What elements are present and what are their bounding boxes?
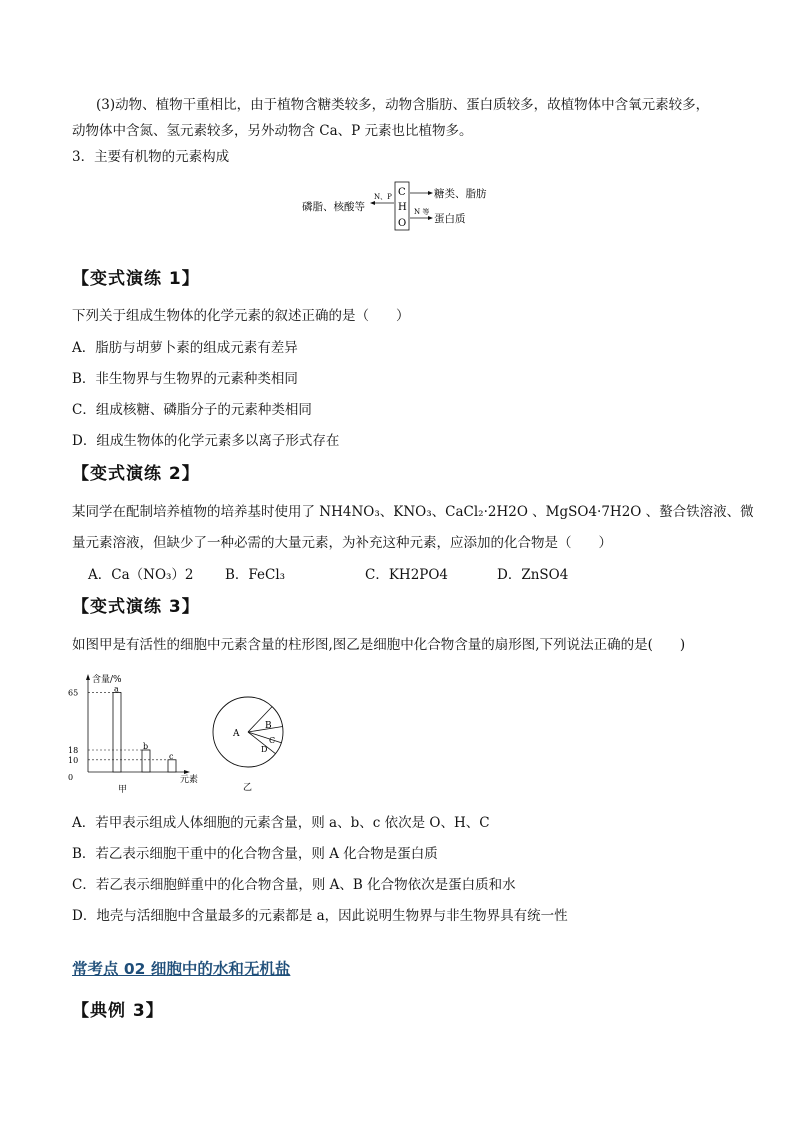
element-flow-diagram xyxy=(300,178,520,236)
practice3-heading: 【变式演练 3】 xyxy=(72,597,200,617)
chart-ylabel: 含量/% xyxy=(92,675,122,685)
practice2-heading: 【变式演练 2】 xyxy=(72,464,200,484)
chart-y-axis-arrowhead xyxy=(86,674,90,680)
example3-heading: 【典例 3】 xyxy=(72,1001,164,1021)
chart-title: 甲 xyxy=(118,785,128,795)
practice2-option-d: D．ZnSO4 xyxy=(497,567,569,583)
chart-bar-label-b: b xyxy=(143,742,149,751)
practice3-question: 如图甲是有活性的细胞中元素含量的柱形图,图乙是细胞中化合物含量的扇形图,下列说法正确的是( ) xyxy=(72,637,686,653)
flow-right-bottom: 蛋白质 xyxy=(434,213,466,225)
section2-title: 常考点 02 细胞中的水和无机盐 xyxy=(72,960,291,978)
practice1-option-c: C．组成核糖、磷脂分子的元素种类相同 xyxy=(72,402,312,418)
practice3-option-c: C．若乙表示细胞鲜重中的化合物含量，则 A、B 化合物依次是蛋白质和水 xyxy=(72,877,516,893)
flow-left-label: 磷脂、核酸等 xyxy=(302,201,365,213)
pie-caption: 乙 xyxy=(243,783,253,793)
practice2-question-line1: 某同学在配制培养植物的培养基时使用了 NH4NO₃、KNO₃、CaCl₂·2H2O 、MgSO4·7H2O 、螯合铁溶液、微 xyxy=(72,504,754,520)
pie-label-b: B xyxy=(265,721,272,731)
flow-left-arrowhead xyxy=(370,201,375,205)
practice3-option-d: D．地壳与活细胞中含量最多的元素都是 a，因此说明生物界与非生物界具有统一性 xyxy=(72,908,568,924)
para3-line2: 动物体中含氮、氢元素较多，另外动物含 Ca、P 元素也比植物多。 xyxy=(72,123,473,139)
chart-bar-a xyxy=(113,693,121,772)
pie-label-a: A xyxy=(233,729,240,739)
practice2-option-c: C．KH2PO4 xyxy=(365,567,449,583)
flow-bottom-arrowhead xyxy=(428,216,433,220)
chart-ytick-label: 18 xyxy=(68,746,79,755)
practice1-question: 下列关于组成生物体的化学元素的叙述正确的是（ ） xyxy=(72,308,410,324)
para3-line1: (3)动物、植物干重相比，由于植物含糖类较多，动物含脂肪、蛋白质较多，故植物体中含氧元素较多， xyxy=(96,97,710,113)
chart-xlabel: 元素 xyxy=(180,775,199,785)
chart-bar-b xyxy=(142,750,150,772)
flow-right-top: 糖类、脂肪 xyxy=(434,188,487,200)
chart-ytick-label: 65 xyxy=(68,688,79,698)
practice2-question-line2: 量元素溶液，但缺少了一种必需的大量元素，为补充这种元素，应添加的化合物是（ ） xyxy=(72,535,612,551)
practice1-option-b: B．非生物界与生物界的元素种类相同 xyxy=(72,371,298,387)
flow-left-arrow-label: N、P xyxy=(374,193,392,201)
practice2-option-b: B．FeCl₃ xyxy=(225,567,286,583)
chart-x-axis-arrowhead xyxy=(184,770,190,774)
practice1-option-d: D．组成生物体的化学元素多以离子形式存在 xyxy=(72,433,340,449)
flow-box-h: H xyxy=(398,202,407,213)
practice2-option-a: A．Ca（NO₃）2 xyxy=(88,567,194,583)
bar-chart-jia xyxy=(66,668,216,798)
flow-box-o: O xyxy=(398,218,407,229)
flow-top-arrowhead xyxy=(428,191,433,195)
practice1-option-a: A．脂肪与胡萝卜素的组成元素有差异 xyxy=(72,340,298,356)
practice3-option-b: B．若乙表示细胞干重中的化合物含量，则 A 化合物是蛋白质 xyxy=(72,846,438,862)
chart-bar-label-a: a xyxy=(114,684,119,694)
chart-bar-c xyxy=(168,760,176,772)
practice3-option-a: A．若甲表示组成人体细胞的元素含量，则 a、b、c 依次是 O、H、C xyxy=(72,815,490,831)
chart-ytick-label: 0 xyxy=(68,773,74,782)
practice1-heading: 【变式演练 1】 xyxy=(72,269,200,289)
pie-label-c: C xyxy=(269,736,276,745)
pie-label-d: D xyxy=(261,745,268,754)
chart-bar-label-c: c xyxy=(169,751,174,761)
pie-chart-yi xyxy=(208,694,298,798)
pie-divider-3 xyxy=(248,732,281,743)
flow-right-bottom-arrow-label: N 等 xyxy=(414,208,430,216)
chart-ytick-label: 10 xyxy=(68,755,79,765)
item3-heading: 3．主要有机物的元素构成 xyxy=(72,149,230,165)
flow-box-c: C xyxy=(398,187,406,198)
